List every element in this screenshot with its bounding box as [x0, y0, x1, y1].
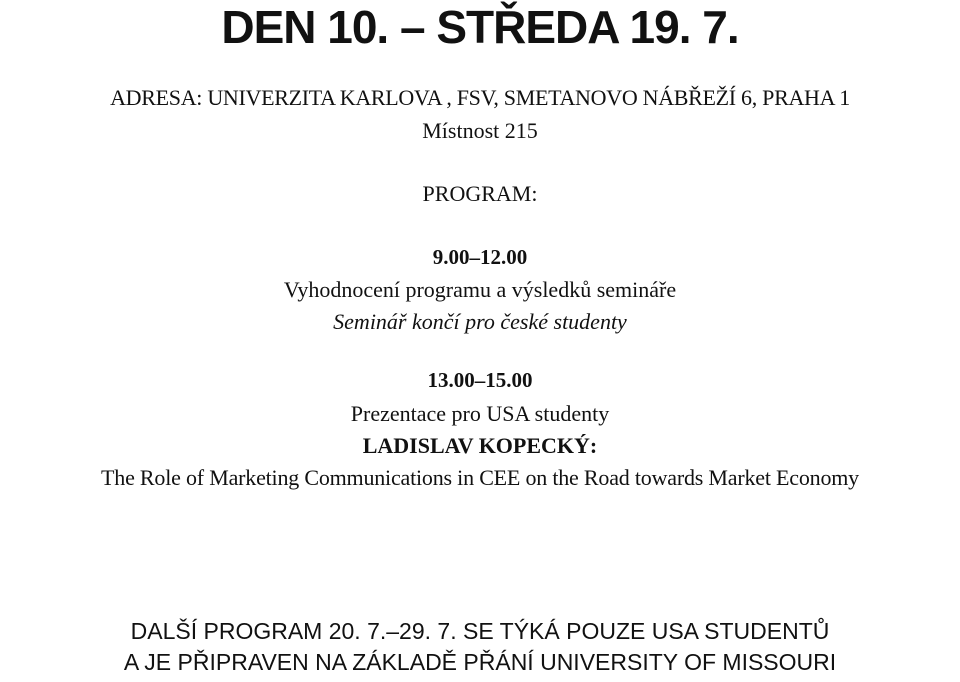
session-1-description: Vyhodnocení programu a výsledků semináře: [283, 277, 677, 302]
address-line: ADRESA: UNIVERZITA KARLOVA , FSV, SMETANOVO NÁBŘEŽÍ 6, PRAHA 1: [110, 85, 850, 110]
program-heading: PROGRAM:: [422, 181, 538, 206]
footer-line-1: DALŠÍ PROGRAM 20. 7.–29. 7. SE TÝKÁ POUZE USA STUDENTŮ: [130, 618, 830, 644]
session-1-note: Seminář končí pro české studenty: [333, 309, 627, 334]
session-1-time: 9.00–12.00: [432, 245, 528, 269]
session-2-description: Prezentace pro USA studenty: [350, 401, 610, 426]
session-2-time: 13.00–15.00: [427, 368, 533, 392]
page-title: DEN 10. – STŘEDA 19. 7.: [221, 1, 739, 53]
room-number: Místnost 215: [422, 118, 538, 143]
session-2-talk-title: The Role of Marketing Communications in CEE on the Road towards Market Economy: [101, 465, 859, 490]
session-2-speaker: LADISLAV KOPECKÝ:: [362, 433, 598, 458]
footer-line-2: A JE PŘIPRAVEN NA ZÁKLADĚ PŘÁNÍ UNIVERSITY OF MISSOURI: [123, 649, 837, 675]
